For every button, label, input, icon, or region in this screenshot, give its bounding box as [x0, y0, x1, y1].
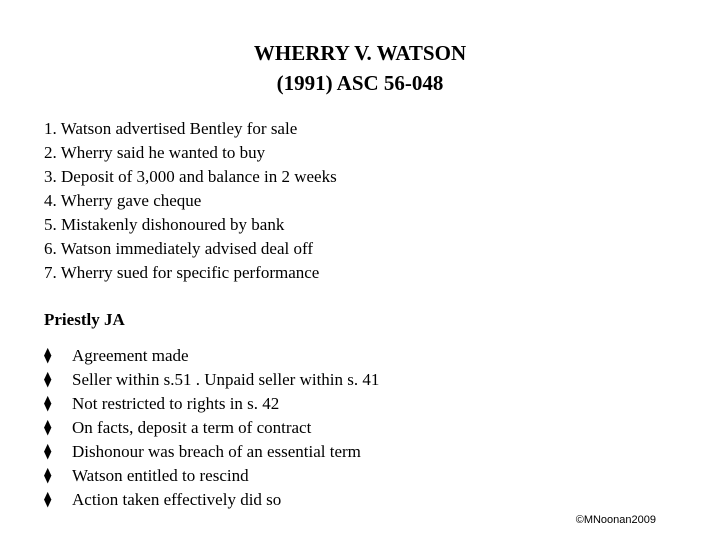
judgment-point-text: Not restricted to rights in s. 42 — [72, 394, 280, 413]
diamond-bullet-icon: ⧫ — [44, 348, 52, 364]
judgment-point-text: Dishonour was breach of an essential term — [72, 442, 361, 461]
fact-item: 2. Wherry said he wanted to buy — [44, 143, 266, 162]
judgment-point-text: Action taken effectively did so — [72, 490, 282, 509]
judgment-point-text: Watson entitled to rescind — [72, 466, 249, 485]
judgment-point — [44, 344, 379, 368]
fact-item: 5. Mistakenly dishonoured by bank — [44, 215, 285, 234]
fact-item: 6. Watson immediately advised deal off — [44, 239, 313, 258]
diamond-bullet-icon: ⧫ — [44, 468, 52, 484]
judgment-point-text: Seller within s.51 . Unpaid seller within s. 41 — [72, 370, 380, 389]
case-name: WHERRY V. WATSON — [253, 41, 467, 65]
judgment-point — [44, 368, 379, 392]
fact-item: 3. Deposit of 3,000 and balance in 2 weeks — [44, 167, 337, 186]
judgment-points-list — [44, 344, 379, 512]
diamond-bullet-icon: ⧫ — [44, 372, 52, 388]
judgment-point — [44, 488, 379, 512]
judgment-point — [44, 464, 379, 488]
facts-list — [44, 117, 337, 285]
diamond-bullet-icon: ⧫ — [44, 420, 52, 436]
judge-heading: Priestly JA — [44, 310, 125, 329]
copyright-notice: ©MNoonan2009 — [575, 514, 656, 526]
judgment-point-text: On facts, deposit a term of contract — [72, 418, 312, 437]
diamond-bullet-icon: ⧫ — [44, 396, 52, 412]
diamond-bullet-icon: ⧫ — [44, 492, 52, 508]
case-citation: (1991) ASC 56-048 — [276, 71, 444, 95]
judgment-point — [44, 416, 379, 440]
fact-item: 7. Wherry sued for specific performance — [44, 263, 320, 282]
slide-title — [0, 38, 720, 98]
judgment-point — [44, 392, 379, 416]
diamond-bullet-icon: ⧫ — [44, 444, 52, 460]
fact-item: 1. Watson advertised Bentley for sale — [44, 119, 298, 138]
judgment-point — [44, 440, 379, 464]
judgment-point-text: Agreement made — [72, 346, 189, 365]
fact-item: 4. Wherry gave cheque — [44, 191, 202, 210]
